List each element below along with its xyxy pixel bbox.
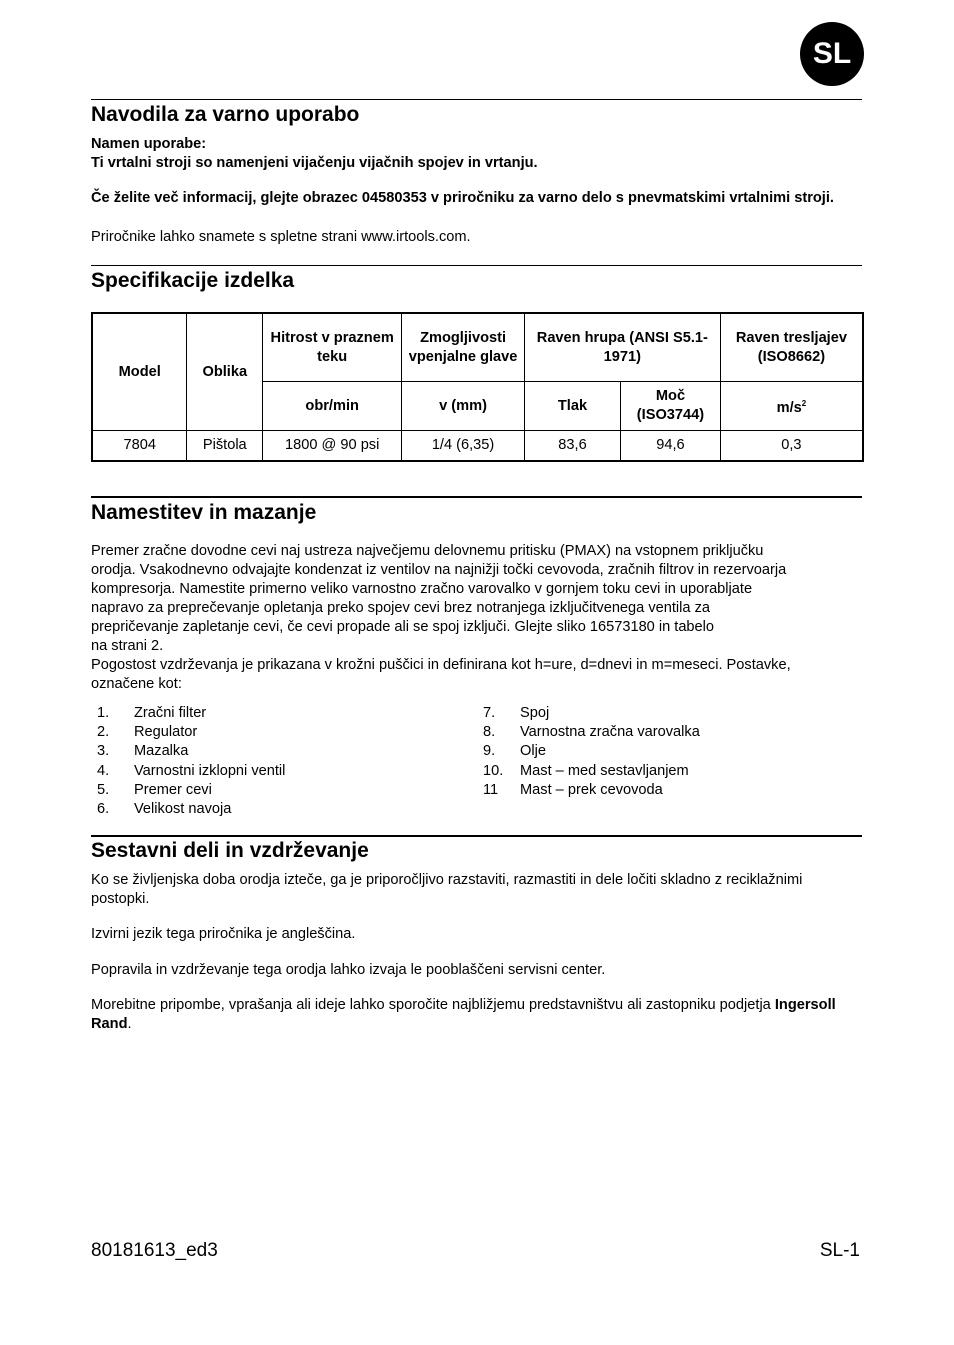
section-title-safety: Navodila za varno uporabo xyxy=(91,103,360,126)
list-item-number: 8. xyxy=(483,724,496,741)
language-text: Izvirni jezik tega priročnika je angleščina. xyxy=(91,926,356,942)
list-item-text: Spoj xyxy=(520,705,550,721)
cell-hitrost: 1800 @ 90 psi xyxy=(263,431,402,462)
header-oblika: Oblika xyxy=(187,313,263,431)
list-item-text: Regulator xyxy=(134,724,198,741)
list-item xyxy=(477,704,862,723)
items-list-right xyxy=(477,704,862,800)
section-title-specs: Specifikacije izdelka xyxy=(91,269,295,292)
cell-model: 7804 xyxy=(92,431,187,462)
installation-line-6: na strani 2. xyxy=(91,638,164,654)
unit-tlak: Tlak xyxy=(524,382,620,431)
cell-moc: 94,6 xyxy=(621,431,721,462)
list-item-number: 7. xyxy=(483,705,496,721)
list-item-text: Mazalka xyxy=(134,743,189,760)
list-item-text: Velikost navoja xyxy=(134,801,232,818)
maintenance-freq-line-1: Pogostost vzdrževanja je prikazana v krožni puščici in definirana kot h=ure, d=dnevi in m=meseci. Postavke, xyxy=(91,657,791,673)
list-item-number: 10. xyxy=(483,762,504,779)
list-item xyxy=(477,762,862,781)
page-number: SL-1 xyxy=(819,1240,860,1261)
purpose-text: Ti vrtalni stroji so namenjeni vijačenju vijačnih spojev in vrtanju. xyxy=(91,155,538,171)
recycling-text: Ko se življenjska doba orodja izteče, ga je priporočljivo razstaviti, razmastiti in dele ločiti skladno z reciklažnimi postopki. xyxy=(91,872,803,908)
installation-line-1: Premer zračne dovodne cevi naj ustreza največjemu delovnemu pritisku (PMAX) na vstopnem priključku xyxy=(91,543,764,559)
more-info-text: Če želite več informacij, glejte obrazec 04580353 v priročniku za varno delo s pnevmatskimi vrtalnimi stroji. xyxy=(91,190,834,206)
list-item xyxy=(91,742,471,761)
unit-tresljaji-exponent: 2 xyxy=(801,399,807,409)
section-title-installation: Namestitev in mazanje xyxy=(91,501,317,524)
cell-zmogljivosti: 1/4 (6,35) xyxy=(402,431,525,462)
list-item xyxy=(477,781,862,800)
header-zmogljivosti: Zmogljivosti vpenjalne glave xyxy=(402,313,525,382)
spec-table xyxy=(91,312,864,462)
list-item-number: 4. xyxy=(97,762,110,779)
list-item-text: Premer cevi xyxy=(134,781,212,798)
section-title-components: Sestavni deli in vzdrževanje xyxy=(91,839,369,862)
list-item-number: 6. xyxy=(97,801,110,818)
unit-zmogljivosti: v (mm) xyxy=(402,382,525,431)
list-item xyxy=(477,742,862,761)
header-model: Model xyxy=(92,313,187,431)
list-item xyxy=(477,723,862,742)
list-item xyxy=(91,800,471,819)
list-item-number: 11 xyxy=(483,781,499,798)
installation-line-5: prepričevanje zapletanje cevi, če cevi propade ali se spoj izključi. Glejte sliko 16573180 in tabelo xyxy=(91,619,715,635)
company-name: Ingersoll Rand xyxy=(91,997,836,1033)
installation-line-2: orodja. Vsakodnevno odvajajte kondenzat iz ventilov na najnižji točki cevovoda, zračnih filtrov in rezervoarja xyxy=(91,562,787,578)
section-divider xyxy=(91,835,862,837)
unit-hitrost: obr/min xyxy=(263,382,402,431)
list-item xyxy=(91,723,471,742)
list-item-number: 2. xyxy=(97,724,110,741)
list-item-text: Mast – prek cevovoda xyxy=(520,781,663,798)
installation-line-3: kompresorja. Namestite primerno veliko varnostno zračno varovalko v gornjem toku cevi in uporabljate xyxy=(91,581,753,597)
header-hitrost: Hitrost v praznem teku xyxy=(263,313,402,382)
list-item-text: Varnostni izklopni ventil xyxy=(134,762,286,779)
cell-oblika: Pištola xyxy=(187,431,263,462)
purpose-label: Namen uporabe: xyxy=(91,136,207,152)
header-tresljaji: Raven tresljajev (ISO8662) xyxy=(720,313,863,382)
list-item xyxy=(91,762,471,781)
maintenance-freq-line-2: označene kot: xyxy=(91,676,182,692)
list-item-text: Mast – med sestavljanjem xyxy=(520,762,689,779)
document-id: 80181613_ed3 xyxy=(91,1240,218,1261)
list-item xyxy=(91,704,471,723)
list-item-number: 9. xyxy=(483,743,496,760)
section-divider xyxy=(91,496,862,498)
unit-tresljaji xyxy=(720,382,863,431)
items-list-left xyxy=(91,704,471,819)
contact-text-end: . xyxy=(127,1016,132,1033)
list-item-number: 1. xyxy=(97,705,110,721)
section-divider xyxy=(91,99,862,100)
section-divider xyxy=(91,265,862,266)
table-row xyxy=(92,431,863,462)
list-item-text: Varnostna zračna varovalka xyxy=(520,724,700,741)
list-item-number: 5. xyxy=(97,781,110,798)
list-item-number: 3. xyxy=(97,743,110,760)
contact-text xyxy=(91,996,862,1034)
contact-text-main: Morebitne pripombe, vprašanja ali ideje lahko sporočite najbližjemu predstavništvu ali zastopniku podjetja xyxy=(91,997,775,1013)
list-item-text: Zračni filter xyxy=(134,705,207,721)
cell-tresljaji: 0,3 xyxy=(720,431,863,462)
header-hrup: Raven hrupa (ANSI S5.1-1971) xyxy=(524,313,720,382)
language-badge: SL xyxy=(800,22,864,86)
unit-tresljaji-base: m/s xyxy=(776,399,802,416)
installation-line-4: napravo za preprečevanje opletanja preko spojev cevi brez notranjega izključitvenega ventila za xyxy=(91,600,710,616)
cell-tlak: 83,6 xyxy=(524,431,620,462)
list-item xyxy=(91,781,471,800)
download-text: Priročnike lahko snamete s spletne strani www.irtools.com. xyxy=(91,229,471,245)
unit-moc: Moč (ISO3744) xyxy=(621,382,721,431)
list-item-text: Olje xyxy=(520,743,546,760)
service-text: Popravila in vzdrževanje tega orodja lahko izvaja le pooblaščeni servisni center. xyxy=(91,962,606,978)
